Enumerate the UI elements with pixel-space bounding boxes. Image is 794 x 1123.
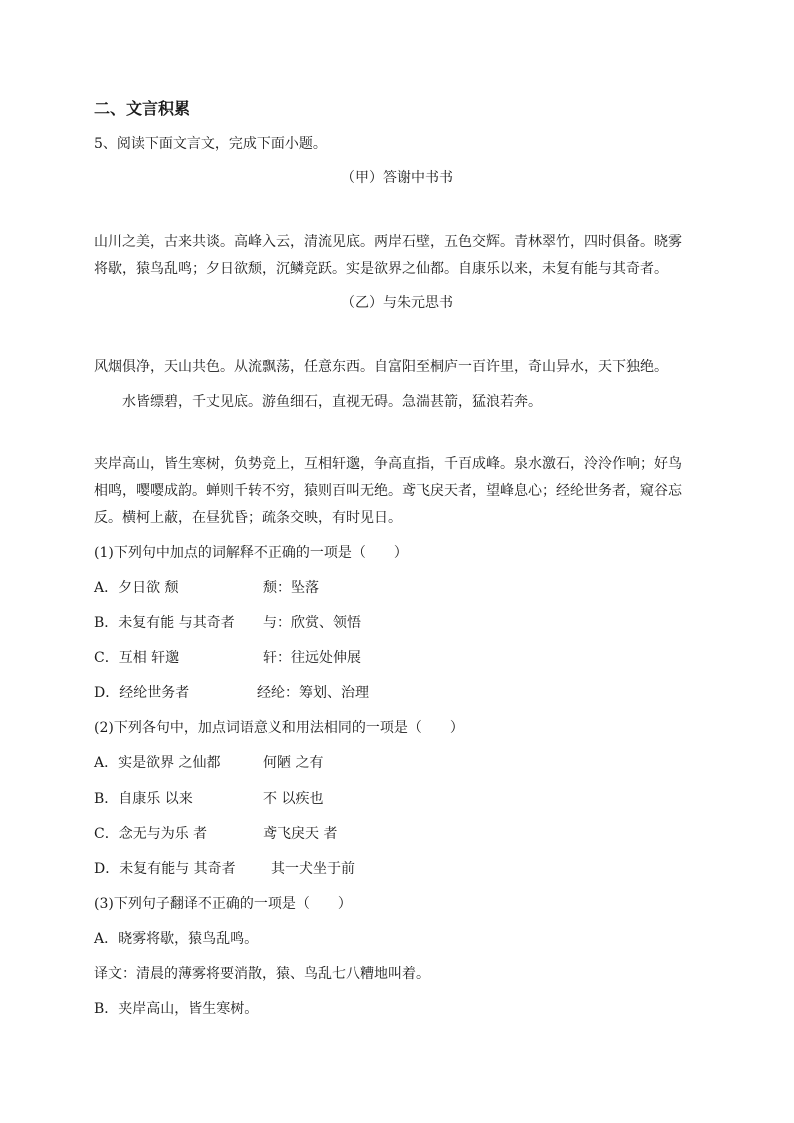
- q1-option-c: C．互相 轩邈: [94, 650, 180, 666]
- q2-option-a-compare: 何陋 之有: [263, 755, 324, 771]
- passage-a-line: 山川之美，古来共谈。高峰入云，清流见底。两岸石壁，五色交辉。青林翠竹，四时俱备。晓雾: [94, 234, 682, 250]
- passage-b-paragraph: 水皆缥碧，千丈见底。游鱼细石，直视无碍。急湍甚箭，猛浪若奔。: [122, 394, 542, 410]
- q3-option-b: B．夹岸高山，皆生寒树。: [94, 1001, 259, 1017]
- question-intro: 5、阅读下面文言文，完成下面小题。: [94, 136, 327, 152]
- q2-option-d-compare: 其一犬坐于前: [271, 861, 355, 877]
- q2-option-d: D．未复有能与 其奇者: [94, 861, 236, 877]
- passage-a-title: （甲）答谢中书书: [341, 170, 453, 186]
- section-title: 二、文言积累: [94, 99, 191, 118]
- q1-option-a: [94, 578, 179, 598]
- q2-option-a: A．实是欲界 之仙都: [94, 755, 221, 771]
- passage-b-title: （乙）与朱元思书: [341, 295, 453, 311]
- q1-option-b-meaning: 与：欣赏、领悟: [263, 615, 361, 631]
- q3-option-a: A．晓雾将歇，猿鸟乱鸣。: [94, 931, 259, 947]
- q1-stem: (1)下列句中加点的词解释不正确的一项是（ ）: [94, 545, 408, 561]
- q2-option-c-compare: 鸢飞戾天 者: [263, 826, 338, 842]
- passage-b-line: 相鸣，嘤嘤成韵。蝉则千转不穷，猿则百叫无绝。鸢飞戾天者，望峰息心；经纶世务者，窥谷忘: [94, 483, 682, 499]
- q1-option-c-meaning: 轩：往远处伸展: [263, 650, 361, 666]
- q1-option-d: D．经纶世务者: [94, 685, 190, 701]
- passage-b-line: 反。横柯上蔽，在昼犹昏；疏条交映，有时见日。: [94, 510, 402, 526]
- passage-b-paragraph: 风烟俱净，天山共色。从流飘荡，任意东西。自富阳至桐庐一百许里，奇山异水，天下独绝。: [94, 359, 668, 375]
- q2-option-b: B．自康乐 以来: [94, 791, 193, 807]
- q3-translation: 译文：清晨的薄雾将要消散，猿、鸟乱七八糟地叫着。: [94, 966, 430, 982]
- q1-option-d-meaning: 经纶：筹划、治理: [257, 685, 369, 701]
- q2-option-b-compare: 不 以疾也: [263, 791, 324, 807]
- q1-option-b: B．未复有能 与其奇者: [94, 615, 235, 631]
- option-word: A．夕日欲 颓: [94, 580, 179, 596]
- q3-stem: (3)下列句子翻译不正确的一项是（ ）: [94, 896, 352, 912]
- q1-option-a-meaning: 颓：坠落: [263, 580, 319, 596]
- q2-option-c: C．念无与为乐 者: [94, 826, 208, 842]
- passage-a-line: 将歇，猿鸟乱鸣；夕日欲颓，沉鳞竞跃。实是欲界之仙都。自康乐以来，未复有能与其奇者。: [94, 261, 668, 277]
- passage-b-line: 夹岸高山，皆生寒树，负势竞上，互相轩邈，争高直指，千百成峰。泉水激石，泠泠作响；好鸟: [94, 456, 682, 472]
- q2-stem: (2)下列各句中，加点词语意义和用法相同的一项是（ ）: [94, 720, 464, 736]
